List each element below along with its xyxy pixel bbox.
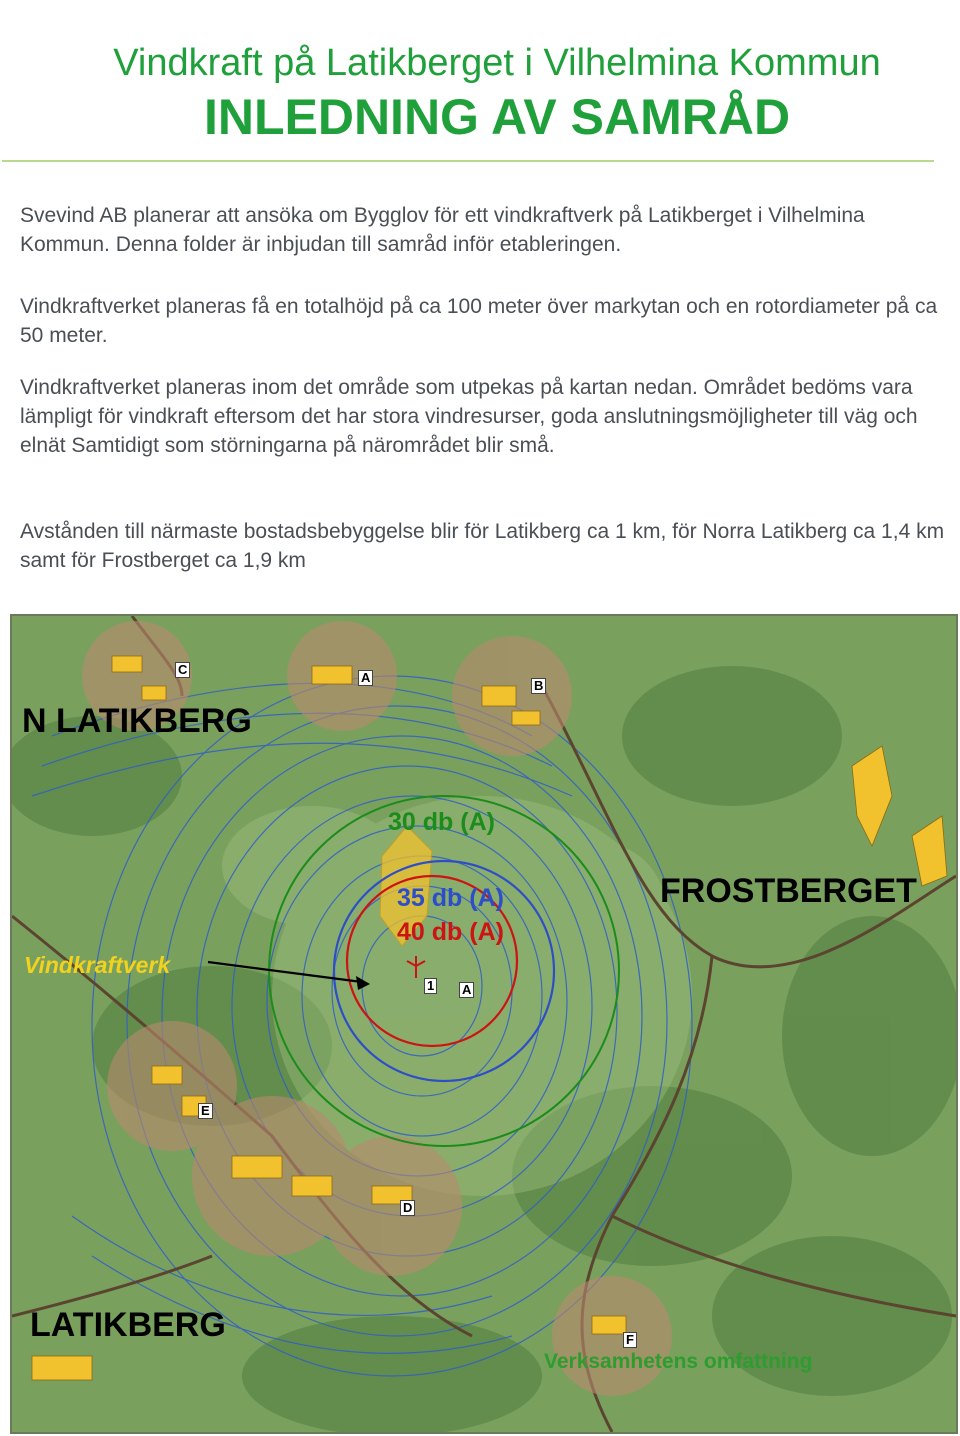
label-40db: 40 db (A) xyxy=(397,918,504,946)
label-frostberget: FROSTBERGET xyxy=(660,872,917,910)
marker-c: C xyxy=(175,662,190,678)
marker-d: D xyxy=(400,1200,415,1216)
page-title: Vindkraft på Latikberget i Vilhelmina Kommun xyxy=(113,42,881,84)
marker-b: B xyxy=(531,678,546,694)
marker-a: A xyxy=(358,670,373,686)
page-subtitle: INLEDNING AV SAMRÅD xyxy=(203,89,791,145)
title-divider xyxy=(2,160,934,162)
label-verksamhet: Verksamhetens omfattning xyxy=(544,1350,813,1373)
label-30db: 30 db (A) xyxy=(388,808,495,836)
label-latikberg: LATIKBERG xyxy=(30,1306,226,1344)
marker-e: E xyxy=(198,1103,213,1119)
site-map xyxy=(10,614,958,1434)
label-35db: 35 db (A) xyxy=(397,884,504,912)
label-vindkraftverk: Vindkraftverk xyxy=(24,952,171,978)
label-n-latikberg: N LATIKBERG xyxy=(22,702,252,740)
location-paragraph: Vindkraftverket planeras inom det område som utpekas på kartan nedan. Området bedöms vara lämpligt för vindkraft eftersom det har stora vindresurser, goda anslutningsmöjligheter till väg och elnät Samtidigt som störningarna på närområdet blir små. xyxy=(20,376,918,457)
distance-paragraph: Avstånden till närmaste bostadsbebyggelse blir för Latikberg ca 1 km, för Norra Latikberg ca 1,4 km samt för Frostberget ca 1,9 km xyxy=(20,520,945,572)
marker-f: F xyxy=(623,1332,637,1348)
intro-paragraph: Svevind AB planerar att ansöka om Bygglov för ett vindkraftverk på Latikberget i Vilhelmina Kommun. Denna folder är inbjudan till samråd inför etableringen. xyxy=(20,204,865,256)
marker-a-site: A xyxy=(459,982,474,998)
marker-turbine-1: 1 xyxy=(424,978,437,994)
dimensions-paragraph: Vindkraftverket planeras få en totalhöjd på ca 100 meter över markytan och en rotordiameter på ca 50 meter. xyxy=(20,295,938,347)
